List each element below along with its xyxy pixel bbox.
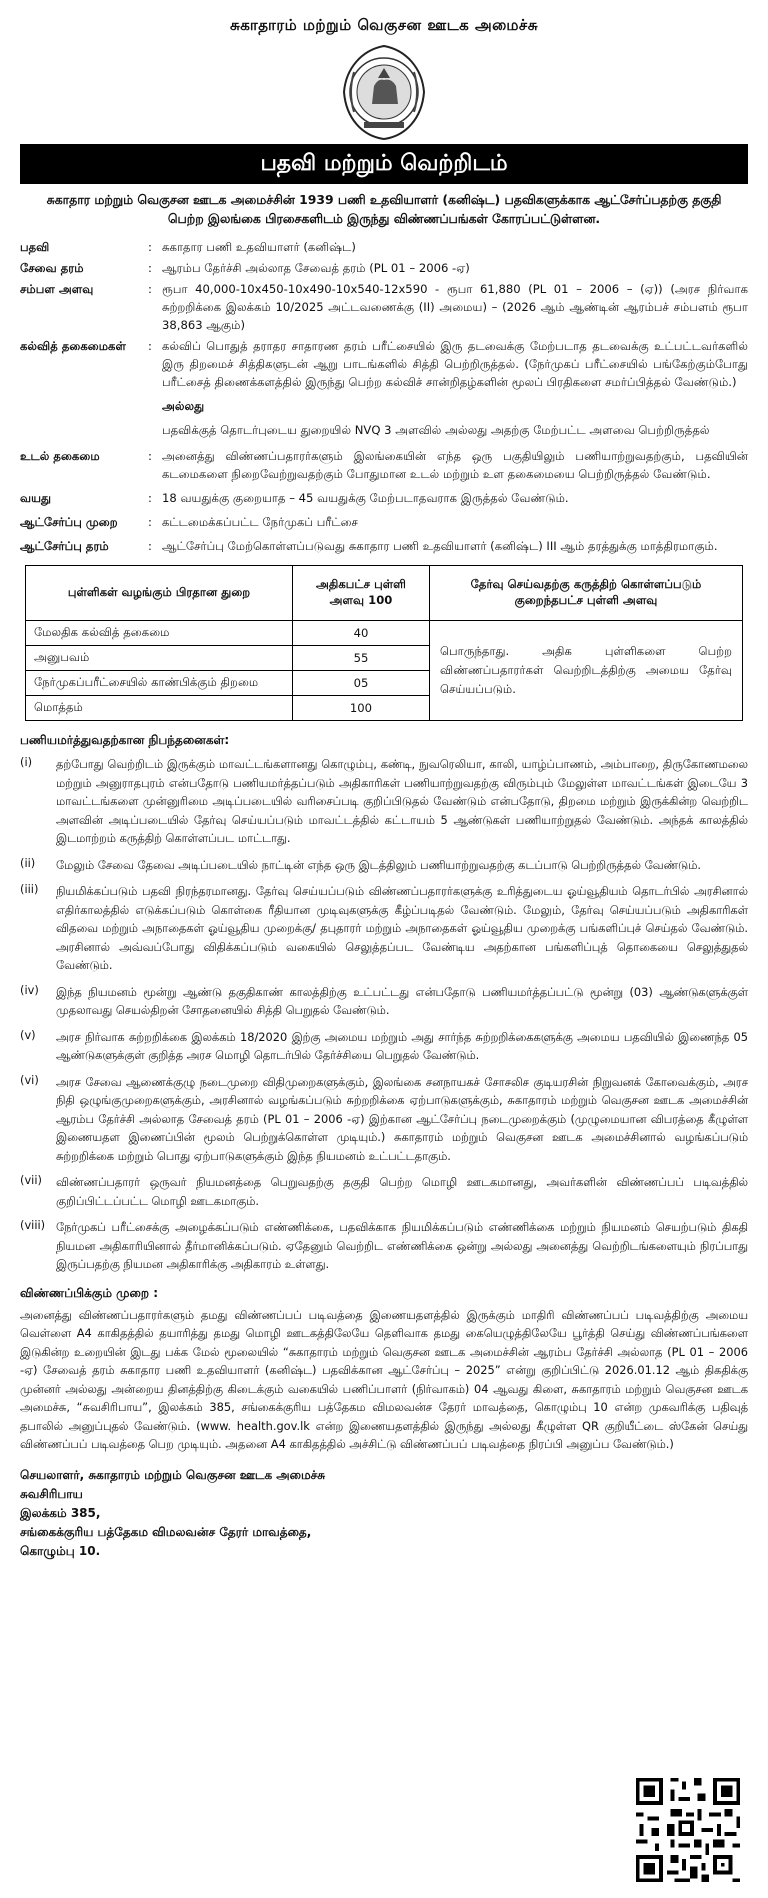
condition-text: விண்ணப்பதாரர் ஒருவர் நியமனத்தை பெறுவதற்கு தகுதி பெற்ற மொழி ஊடகமானது, அவர்களின் விண்ணப்பப் படிவத்தில் குறிப்பிட்டப்பட்ட மொழி ஊடகமாகும். <box>56 1175 748 1208</box>
service-value: ஆரம்ப தேர்ச்சி அல்லாத சேவைத் தரம் (PL 01 – 2006 -ஏ) <box>162 261 470 275</box>
list-item <box>20 755 748 848</box>
post-row: பதவி : சுகாதார பணி உதவியாளர் (கனிஷ்ட) <box>20 238 748 256</box>
marks-note-cell <box>430 621 743 721</box>
list-item <box>20 856 748 875</box>
method-value: கட்டமைக்கப்பட்ட நேர்முகப் பரீட்சை <box>162 515 358 529</box>
condition-number: (i) <box>20 755 33 769</box>
marks-header-max: அதிகபட்ச புள்ளி அளவு 100 <box>293 566 430 621</box>
banner-title: பதவி மற்றும் வெற்றிடம் <box>20 144 748 184</box>
postal-address <box>20 1466 748 1561</box>
address-line: கொழும்பு 10. <box>20 1543 101 1558</box>
marks-points: 55 <box>293 646 430 671</box>
marks-criterion: நேர்முகப்பரீட்சையில் காண்பிக்கும் திறமை <box>26 671 293 696</box>
list-item <box>20 983 748 1020</box>
list-item <box>20 1028 748 1065</box>
condition-number: (viii) <box>20 1218 46 1232</box>
post-details <box>20 238 748 555</box>
salary-value: ரூபா 40,000-10x450-10x490-10x540-12x590 - ரூபா 61,880 (PL 01 – 2006 – (ஏ)) (அரச நிர்வாக சுற்றறிக்கை இலக்கம் 10/2025 அட்டவணைக்கு (II) அமைய) – (2026 ஆம் ஆண்டின் ஆரம்பச் சம்பளம் ரூபா 38,863 ஆகும்) <box>162 282 748 332</box>
table-row <box>26 621 743 646</box>
condition-number: (v) <box>20 1027 36 1042</box>
condition-text: மேலும் சேவை தேவை அடிப்படையில் நாட்டின் எந்த ஒரு இடத்திலும் பணியாற்றுவதற்கு கடப்பாடு பெற்றிருத்தல் வேண்டும். <box>56 857 702 872</box>
or-label: அல்லது <box>162 399 205 413</box>
condition-text: இந்த நியமனம் மூன்று ஆண்டு தகுதிகாண் காலத்திற்கு உட்பட்டது என்பதோடு பணியமர்த்தப்பட்டு மூன்று (03) ஆண்டுகளுக்குள் முதலாவது செயல்திறன் சோதனையில் சித்தி பெறுதல் வேண்டும். <box>56 984 748 1017</box>
marks-note: பொருந்தாது. அதிக புள்ளிகளை பெற்ற விண்ணப்பதாரர்கள் வெற்றிடத்திற்கு அமைய தேர்வு செய்யப்படும். <box>440 644 732 696</box>
condition-number: (iv) <box>20 982 39 997</box>
service-row: சேவை தரம் : ஆரம்ப தேர்ச்சி அல்லாத சேவைத் தரம் (PL 01 – 2006 -ஏ) <box>20 259 748 277</box>
grade-row: ஆட்சேர்ப்பு தரம் : ஆட்சேர்ப்பு மேற்கொள்ளப்படுவது சுகாதார பணி உதவியாளர் (கனிஷ்ட) III ஆம் தரத்துக்கு மாத்திரமாகும். <box>20 537 748 555</box>
marks-header-row <box>26 566 743 621</box>
marks-header-min: தேர்வு செய்வதற்கு கருத்திற் கொள்ளப்படும் குறைந்தபட்ச புள்ளி அளவு <box>430 566 743 621</box>
condition-number: (vi) <box>20 1072 39 1087</box>
method-label: ஆட்சேர்ப்பு முறை <box>20 515 118 529</box>
condition-number: (vii) <box>20 1173 42 1187</box>
condition-text: நியமிக்கப்படும் பதவி நிரந்தரமானது. தேர்வு செய்யப்படும் விண்ணப்பதாரர்களுக்கு உரித்துடைய ஓய்வூதியம் தொடர்பில் அரசினால் எதிர்காலத்தில் எடுக்கப்படும் கொள்கை ரீதியான முடிவுகளுக்கு கீழ்ப்படிதல் வேண்டும். மேலும், தேர்வு செய்யப்படும் அதிகாரிகள் விதவை மற்றும் அநாதைகள் ஓய்வூதிய முறைக்கு/ தபுதாரர் மற்றும் அநாதைகள் ஓய்வூதிய முறைக்கு பங்களிப்புச் செய்தல் வேண்டும். அரசினால் அவ்வப்போது விதிக்கப்படும் வகையில் செலுத்தப்பட வேண்டிய அதற்கான பங்களிப்புத் தொகையை செலுத்துதல் வேண்டும். <box>56 884 748 972</box>
list-item <box>20 1173 748 1210</box>
condition-text: அரச நிர்வாக சுற்றறிக்கை இலக்கம் 18/2020 இற்கு அமைய மற்றும் அது சார்ந்த சுற்றறிக்கைகளுக்கு அமைய பதவியில் இணைந்த 05 ஆண்டுகளுக்குள் குறித்த அரச மொழி தொடர்பில் தேர்ச்சியை பெறுதல் வேண்டும். <box>56 1029 748 1062</box>
age-label: வயது <box>20 491 52 505</box>
sri-lanka-emblem-icon <box>334 42 434 142</box>
marks-points: 100 <box>293 696 430 721</box>
education-row: கல்வித் தகைமைகள் : கல்விப் பொதுத் தராதர சாதாரண தரம் பரீட்சையில் இரு தடவைக்கு மேற்படாத தடவைக்கு உட்பட்டவர்களில் இரு திறமைச் சித்திகளுடன் ஆறு பாடங்களில் சித்தி பெற்றிருத்தல். (நேர்முகப் பரீட்சையில் பங்கேற்கும்போது பரீட்சைத் திணைக்களத்தில் இருந்து பெற்ற கல்விச் சான்றிதழ்களின் மூலப் பிரதிகளை சமர்ப்பித்தல் வேண்டும்.) <box>20 339 748 389</box>
education-label: கல்வித் தகைமைகள் <box>20 339 126 353</box>
condition-text: நேர்முகப் பரீட்சைக்கு அழைக்கப்படும் எண்ணிக்கை, பதவிக்காக நியமிக்கப்படும் எண்ணிக்கை மற்றும் நியமனம் செயற்படும் திகதி நியமன அதிகாரியினால் தீர்மானிக்கப்படும். ஏதேனும் வெற்றிட எண்ணிக்கை ஒன்று அல்லது அனைத்து வெற்றிடங்களையும் நிரப்பாது இருப்பதற்கு நியமன அதிகாரிக்கு அதிகாரம் உள்ளது. <box>56 1220 748 1271</box>
condition-number: (iii) <box>20 882 39 896</box>
education-value: கல்விப் பொதுத் தராதர சாதாரண தரம் பரீட்சையில் இரு தடவைக்கு மேற்படாத தடவைக்கு உட்பட்டவர்களில் இரு திறமைச் சித்திகளுடன் ஆறு பாடங்களில் சித்தி பெற்றிருத்தல். (நேர்முகப் பரீட்சையில் பங்கேற்கும்போது பரீட்சைத் திணைக்களத்தில் இருந்து பெற்ற கல்விச் சான்றிதழ்களின் மூலப் பிரதிகளை சமர்ப்பித்தல் வேண்டும்.) <box>162 339 748 389</box>
conditions-heading: பணியமர்த்துவதற்கான நிபந்தனைகள்: <box>20 733 230 747</box>
post-label: பதவி <box>20 240 50 254</box>
age-row: வயது : 18 வயதுக்கு குறையாத – 45 வயதுக்கு மேற்படாதவராக இருத்தல் வேண்டும். <box>20 489 748 507</box>
qr-code-icon[interactable] <box>632 1774 744 1886</box>
list-item <box>20 1218 748 1274</box>
condition-number: (ii) <box>20 855 36 870</box>
nvq-requirement: பதவிக்குத் தொடர்புடைய துறையில் NVQ 3 அளவில் அல்லது அதற்கு மேற்பட்ட அளவை பெற்றிருத்தல் <box>162 423 710 437</box>
headline: சுகாதார மற்றும் வெகுசன ஊடக அமைச்சின் 1939 பணி உதவியாளர் (கனிஷ்ட) பதவிகளுக்காக ஆட்சேர்ப்பதற்கு தகுதி பெற்ற இலங்கை பிரசைகளிடம் இருந்து விண்ணப்பங்கள் கோரப்பட்டுள்ளன. <box>46 192 722 226</box>
age-value: 18 வயதுக்கு குறையாத – 45 வயதுக்கு மேற்படாதவராக இருத்தல் வேண்டும். <box>162 491 569 505</box>
marks-criterion: மேலதிக கல்வித் தகைமை <box>26 621 293 646</box>
list-item <box>20 882 748 975</box>
marks-points: 05 <box>293 671 430 696</box>
method-row: ஆட்சேர்ப்பு முறை : கட்டமைக்கப்பட்ட நேர்முகப் பரீட்சை <box>20 513 748 531</box>
conditions-list <box>20 755 748 1274</box>
marks-table <box>25 565 743 721</box>
salary-label: சம்பள அளவு <box>20 282 94 296</box>
physical-value: அனைத்து விண்ணப்பதாரர்களும் இலங்கையின் எந்த ஒரு பகுதியிலும் பணியாற்றுவதற்கும், பதவியின் கடமைகளை நிறைவேற்றுவதற்கும் போதுமான உடல் மற்றும் உள தகைமையை பெற்றிருத்தல் வேண்டும். <box>162 449 748 481</box>
grade-label: ஆட்சேர்ப்பு தரம் <box>20 539 109 553</box>
marks-criterion: அனுபவம் <box>26 646 293 671</box>
apply-heading: விண்ணப்பிக்கும் முறை : <box>20 1285 158 1300</box>
marks-header-criteria: புள்ளிகள் வழங்கும் பிரதான துறை <box>26 566 293 621</box>
service-label: சேவை தரம் <box>20 261 84 275</box>
address-line: செயலாளர், சுகாதாரம் மற்றும் வெகுசன ஊடக அமைச்சு <box>20 1467 326 1482</box>
physical-row: உடல் தகைமை : அனைத்து விண்ணப்பதாரர்களும் இலங்கையின் எந்த ஒரு பகுதியிலும் பணியாற்றுவதற்கும், பதவியின் கடமைகளை நிறைவேற்றுவதற்கும் போதுமான உடல் மற்றும் உள தகைமையை பெற்றிருத்தல் வேண்டும். <box>20 449 748 481</box>
marks-points: 40 <box>293 621 430 646</box>
condition-text: தற்போது வெற்றிடம் இருக்கும் மாவட்டங்களானது கொழும்பு, கண்டி, நுவரெலியா, காலி, யாழ்ப்பாணம், அம்பாறை, திருகோணமலை மற்றும் அனுராதபுரம் என்பதோடு பணியமர்த்தப்படும் அதிகாரிகள் பணியாற்றுவதற்கு விரும்பும் மேலுள்ள மாவட்டங்கள் இடையே 3 மாவட்டங்களை முன்னுரிமை அடிப்படையில் வரிசைப்படி குறிப்பிடுதல் வேண்டும் என்பதோடு, திறமை மற்றும் இருக்கின்ற வெற்றிட அளவின் அடிப்படையில் தேர்வு செய்யப்படும் மாவட்டத்தில் கட்டாயம் 5 ஆண்டுகள் பணியாற்றுதல் வேண்டும். அந்தக் காலத்தில் இடமாற்றம் கருத்திற் கொள்ளப்பட மாட்டாது. <box>56 757 748 845</box>
address-line: சங்கைக்குரிய பத்தேகம விமலவன்ச தேரர் மாவத்தை, <box>20 1524 312 1539</box>
apply-text: அனைத்து விண்ணப்பதாரர்களும் தமது விண்ணப்பப் படிவத்தை இணையதளத்தில் இருக்கும் மாதிரி விண்ணப்பப் படிவத்திற்கு அமைய வெள்ளை A4 காகிதத்தில் தயாரித்து தமது மொழி ஊடகத்திலேயே தெளிவாக தமது கையெழுத்திலேயே பூர்த்தி செய்து விண்ணப்பங்களை இடுகின்ற உறையின் இடது பக்க மேல் மூலையில் “சுகாதாரம் மற்றும் வெகுசன ஊடக அமைச்சின் ஆரம்ப தேர்ச்சி அல்லாத (PL 01 – 2006 -ஏ) சேவைத் தரம் சுகாதார பணி உதவியாளர் (கனிஷ்ட) பதவிக்கான ஆட்சேர்ப்பு – 2025” என்று குறிப்பிட்டு 2026.01.12 ஆம் திகதிக்கு முன்னர் அல்லது அன்றைய தினத்திற்கு கிடைக்கும் வகையில் பணிப்பாளர் (நிர்வாகம்) 04 ஆவது கிளை, சுகாதாரம் மற்றும் வெகுசன ஊடக அமைச்சு, “சுவசிரிபாய”, இலக்கம் 385, சங்கைக்குரிய பத்தேகம விமலவன்ச தேரர் மாவத்தை, கொழும்பு 10 என்ற முகவரிக்கு பதிவுத் தபாலில் அனுப்புதல் வேண்டும். (www. health.gov.lk என்ற இணையதளத்தில் இருந்து அல்லது கீழுள்ள QR குறியீட்டை ஸ்கேன் செய்து விண்ணப்பப் படிவத்தை பெற முடியும். அதனை A4 காகிதத்தில் அச்சிட்டு விண்ணப்பப் படிவத்தை நிரப்பி அனுப்ப வேண்டும்.) <box>20 1307 748 1451</box>
address-line: இலக்கம் 385, <box>20 1505 101 1520</box>
grade-value: ஆட்சேர்ப்பு மேற்கொள்ளப்படுவது சுகாதார பணி உதவியாளர் (கனிஷ்ட) III ஆம் தரத்துக்கு மாத்திரமாகும். <box>162 539 718 553</box>
post-value: சுகாதார பணி உதவியாளர் (கனிஷ்ட) <box>162 240 356 254</box>
salary-row: சம்பள அளவு : ரூபா 40,000-10x450-10x490-10x540-12x590 - ரூபா 61,880 (PL 01 – 2006 – (ஏ)) (அரச நிர்வாக சுற்றறிக்கை இலக்கம் 10/2025 அட்டவணைக்கு (II) அமைய) – (2026 ஆம் ஆண்டின் ஆரம்பச் சம்பளம் ரூபா 38,863 ஆகும்) <box>20 282 748 332</box>
address-line: சுவசிரிபாய <box>20 1486 83 1501</box>
list-item <box>20 1073 748 1166</box>
ministry-name: சுகாதாரம் மற்றும் வெகுசன ஊடக அமைச்சு <box>230 16 538 34</box>
physical-label: உடல் தகைமை <box>20 449 100 463</box>
condition-text: அரச சேவை ஆணைக்குழு நடைமுறை விதிமுறைகளுக்கும், இலங்கை சனநாயகச் சோசலிச குடியரசின் நிறுவனக் கோவைக்கும், அரச நிதி ஒழுங்குமுறைகளுக்கும், அரசினால் வழங்கப்படும் சுற்றறிக்கை ஏற்பாடுகளுக்கும், சுகாதாரம் மற்றும் வெகுசன ஊடக அமைச்சின் ஆரம்ப தேர்ச்சி அல்லாத சேவைத் தரம் (PL 01 – 2006 -ஏ) இற்கான ஆட்சேர்ப்பு நடைமுறைக்கும் (முழுமையான விபரத்தை கீழுள்ள இணையதள இணைப்பின் மூலம் பெற்றுக்கொள்ள முடியும்.) சுகாதாரம் மற்றும் வெகுசன ஊடக அமைச்சினால் வழங்கப்படும் சுற்றறிக்கை மற்றும் பொது ஏற்பாடுகளுக்கும் இந்த நியமனம் உட்பட்டதாகும். <box>56 1074 748 1163</box>
marks-criterion: மொத்தம் <box>26 696 293 721</box>
